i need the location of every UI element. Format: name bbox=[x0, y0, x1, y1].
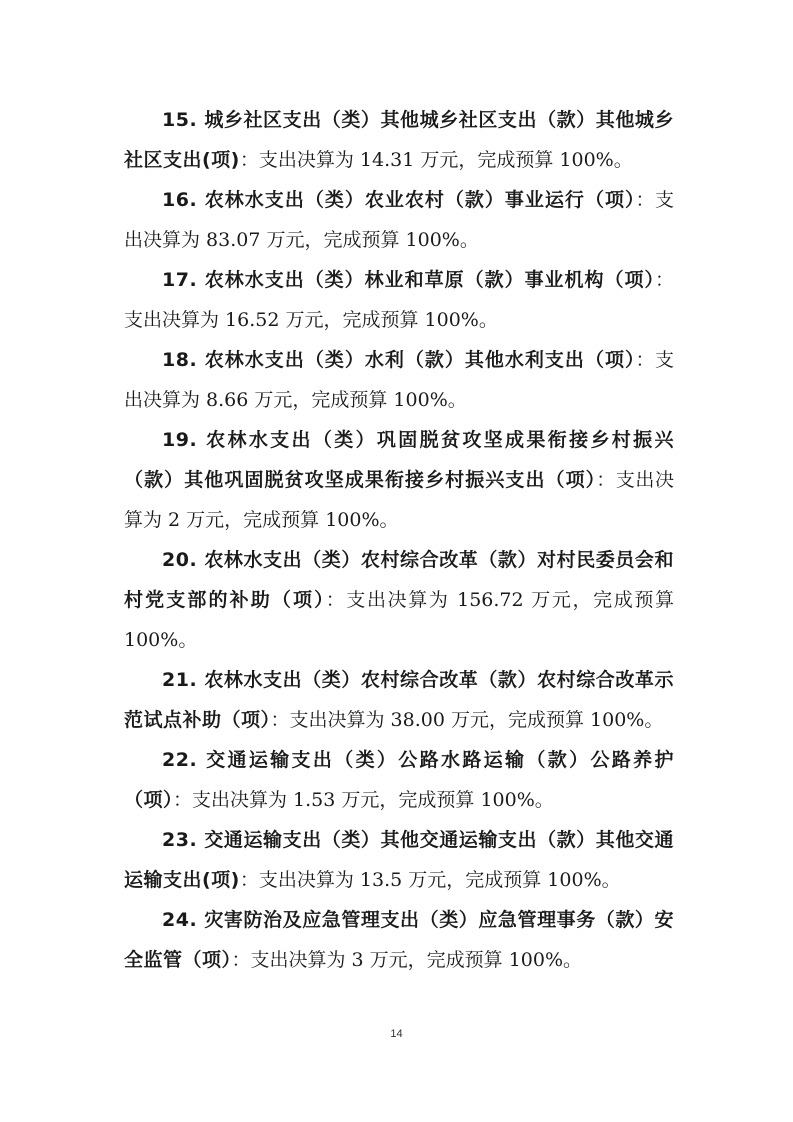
page-number: 14 bbox=[390, 1028, 403, 1040]
item-detail: ：支出决算为 14.31 万元，完成预算 100%。 bbox=[239, 149, 633, 171]
item-heading: 19. 农林水支出（类）巩固脱贫攻坚成果衔接乡村振兴（款）其他巩固脱贫攻坚成果衔接乡村振兴支出（项） bbox=[124, 429, 674, 491]
item-detail: ：支出决算为 83.07 万元，完成预算 100%。 bbox=[124, 189, 674, 251]
expenditure-item-24 bbox=[124, 900, 674, 980]
expenditure-item-22 bbox=[124, 740, 674, 820]
item-heading: 24. 灾害防治及应急管理支出（类）应急管理事务（款）安全监管（项） bbox=[124, 909, 674, 971]
document-body bbox=[124, 100, 674, 980]
item-heading: 15. 城乡社区支出（类）其他城乡社区支出（款）其他城乡社区支出(项) bbox=[124, 109, 674, 171]
item-detail: ：支出决算为 1.53 万元，完成预算 100%。 bbox=[173, 789, 554, 811]
expenditure-item-21 bbox=[124, 660, 674, 740]
item-heading: 22. 交通运输支出（类）公路水路运输（款）公路养护（项） bbox=[124, 749, 674, 811]
expenditure-item-15 bbox=[124, 100, 674, 180]
expenditure-item-20 bbox=[124, 540, 674, 660]
item-heading: 16. 农林水支出（类）农业农村（款）事业运行（项） bbox=[162, 189, 636, 211]
item-detail: ：支出决算为 16.52 万元，完成预算 100%。 bbox=[124, 269, 674, 331]
item-heading: 17. 农林水支出（类）林业和草原（款）事业机构（项） bbox=[162, 269, 655, 291]
expenditure-item-19 bbox=[124, 420, 674, 540]
item-heading: 23. 交通运输支出（类）其他交通运输支出（款）其他交通运输支出(项) bbox=[124, 829, 674, 891]
expenditure-item-17 bbox=[124, 260, 674, 340]
expenditure-item-18 bbox=[124, 340, 674, 420]
item-heading: 18. 农林水支出（类）水利（款）其他水利支出（项） bbox=[162, 349, 636, 371]
item-heading: 21. 农林水支出（类）农村综合改革（款）农村综合改革示范试点补助（项） bbox=[124, 669, 674, 731]
expenditure-item-16 bbox=[124, 180, 674, 260]
item-detail: ：支出决算为 38.00 万元，完成预算 100%。 bbox=[270, 709, 664, 731]
item-detail: ：支出决算为 2 万元，完成预算 100%。 bbox=[124, 469, 674, 531]
item-detail: ：支出决算为 13.5 万元，完成预算 100%。 bbox=[239, 869, 621, 891]
item-heading: 20. 农林水支出（类）农村综合改革（款）对村民委员会和村党支部的补助（项） bbox=[124, 549, 674, 611]
expenditure-item-23 bbox=[124, 820, 674, 900]
item-detail: ：支出决算为 3 万元，完成预算 100%。 bbox=[231, 949, 583, 971]
item-detail: ：支出决算为 156.72 万元，完成预算 100%。 bbox=[124, 589, 674, 651]
item-detail: ：支出决算为 8.66 万元，完成预算 100%。 bbox=[124, 349, 674, 411]
